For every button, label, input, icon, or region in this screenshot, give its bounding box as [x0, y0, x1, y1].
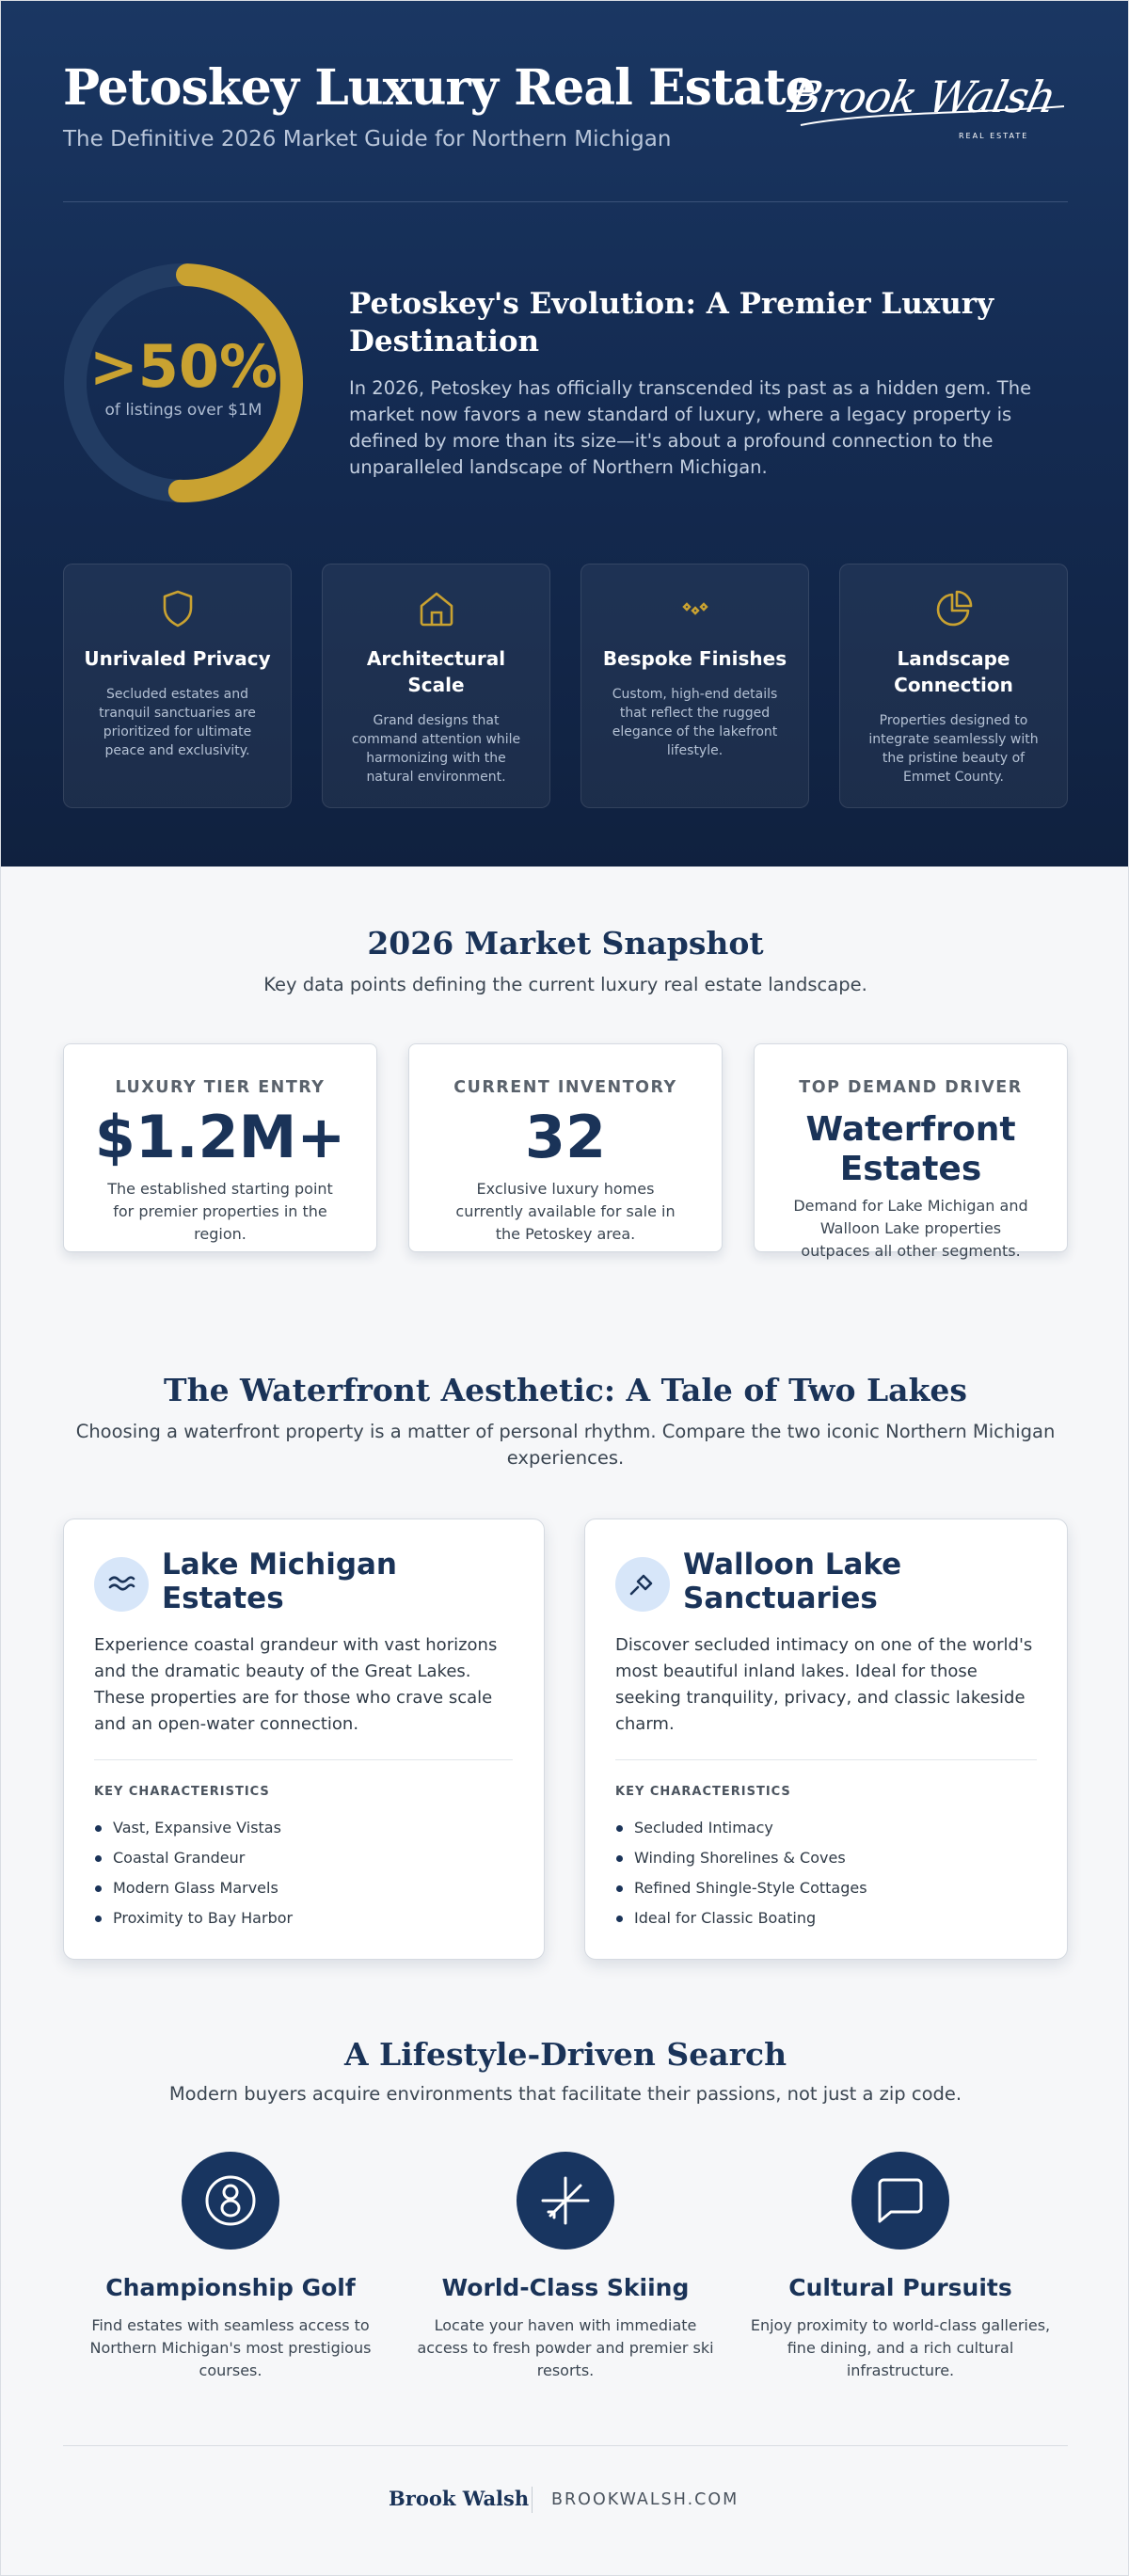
snapshot-subtitle: Key data points defining the current luxury real estate landscape. [263, 974, 867, 995]
lifestyle-item-golf [63, 2152, 398, 2382]
list-item [94, 1903, 293, 1933]
bullet-icon [616, 1885, 623, 1892]
list-item [94, 1873, 293, 1903]
stat-label: LUXURY TIER ENTRY [115, 1078, 326, 1097]
evolution-title: Petoskey's Evolution: A Premier Luxury Destination [349, 287, 994, 358]
feature-desc: Properties designed to integrate seamlessly with the pristine beauty of Emmet County. [868, 713, 1039, 785]
lifestyle-desc: Find estates with seamless access to Northern Michigan's most prestigious courses. [89, 2316, 372, 2379]
bullet-icon [616, 1825, 623, 1832]
bullet-icon [616, 1855, 623, 1862]
lifestyle-title: Cultural Pursuits [788, 2274, 1012, 2301]
bullet-icon [95, 1916, 102, 1922]
stat-value: Waterfront Estates [805, 1110, 1016, 1188]
chat-bubble-icon [851, 2152, 949, 2250]
footer-brand: Brook Walsh [389, 2487, 530, 2510]
lake-divider [94, 1759, 513, 1760]
list-item-text: Winding Shorelines & Coves [634, 1849, 846, 1867]
bullet-icon [616, 1916, 623, 1922]
footer-separator [532, 2487, 533, 2513]
lake-divider [615, 1759, 1037, 1760]
lifestyle-title: World-Class Skiing [441, 2274, 690, 2301]
stat-label: CURRENT INVENTORY [453, 1078, 677, 1097]
pie-chart-icon [932, 587, 976, 630]
feature-card-scale [322, 564, 550, 808]
lake-title: Walloon Lake Sanctuaries [683, 1548, 902, 1615]
stat-desc: The established starting point for premier properties in the region. [107, 1180, 333, 1243]
sailboat-icon [615, 1557, 670, 1612]
hero-divider [63, 201, 1068, 202]
feature-title: Architectural Scale [366, 647, 506, 696]
sparkle-diamonds-icon [674, 587, 717, 630]
donut-value: >50% [88, 332, 278, 401]
feature-card-finishes [580, 564, 809, 808]
lifestyle-item-culture [733, 2152, 1068, 2382]
page-subtitle: The Definitive 2026 Market Guide for Northern Michigan [63, 127, 672, 151]
feature-card-privacy [63, 564, 292, 808]
feature-cards [63, 564, 1068, 808]
list-item-text: Proximity to Bay Harbor [113, 1909, 294, 1927]
donut-caption: of listings over $1M [104, 401, 262, 420]
key-characteristics-label: KEY CHARACTERISTICS [94, 1785, 270, 1799]
list-item-text: Modern Glass Marvels [113, 1879, 278, 1897]
list-item [615, 1813, 867, 1843]
characteristics-list [615, 1813, 867, 1933]
brook-walsh-logo [782, 57, 1073, 142]
lake-body: Experience coastal grandeur with vast horizons and the dramatic beauty of the Great Lakes. These properties are for those who crave scale and an open-water connection. [94, 1635, 498, 1734]
stat-card-demand-driver [754, 1043, 1068, 1260]
lifestyle-title: Championship Golf [105, 2274, 356, 2301]
feature-desc: Grand designs that command attention while harmonizing with the natural environment. [351, 713, 521, 785]
list-item-text: Vast, Expansive Vistas [113, 1819, 281, 1837]
home-icon [415, 587, 458, 630]
lake-card-lake-michigan [63, 1519, 545, 1960]
lake-body: Discover secluded intimacy on one of the world's most beautiful inland lakes. Ideal for those seeking tranquility, privacy, and classic lakeside charm. [615, 1635, 1033, 1734]
page-title: Petoskey Luxury Real Estate [63, 59, 816, 117]
shield-icon [156, 587, 199, 630]
stat-value: 32 [524, 1103, 607, 1171]
list-item-text: Coastal Grandeur [113, 1849, 246, 1867]
svg-text:Brook Walsh: Brook Walsh [784, 72, 1060, 122]
feature-title: Bespoke Finishes [602, 647, 787, 670]
lifestyle-title: A Lifestyle-Driven Search [343, 2036, 787, 2073]
waterfront-title: The Waterfront Aesthetic: A Tale of Two Lakes [164, 1372, 967, 1408]
list-item-text: Refined Shingle-Style Cottages [634, 1879, 867, 1897]
waterfront-subtitle: Choosing a waterfront property is a matter of personal rhythm. Compare the two iconic Northern Michigan experiences. [75, 1421, 1056, 1469]
lifestyle-desc: Enjoy proximity to world-class galleries, fine dining, and a rich cultural infrastructure. [750, 2316, 1051, 2379]
characteristics-list [94, 1813, 293, 1933]
list-item [615, 1843, 867, 1873]
stat-card-luxury-entry [63, 1043, 377, 1252]
list-item [615, 1903, 867, 1933]
evolution-body: In 2026, Petoskey has officially transcended its past as a hidden gem. The market now favors a new standard of luxury, where a legacy property is defined by more than its size—it's about a profound connection to the unparalleled landscape of Northern Michigan. [349, 377, 1032, 478]
list-item-text: Ideal for Classic Boating [634, 1909, 817, 1927]
feature-card-landscape [839, 564, 1068, 808]
svg-text:REAL ESTATE: REAL ESTATE [959, 132, 1029, 140]
stat-label: TOP DEMAND DRIVER [799, 1078, 1023, 1097]
feature-title: Unrivaled Privacy [84, 647, 271, 670]
hero-section [1, 1, 1129, 867]
feature-desc: Custom, high-end details that reflect the rugged elegance of the lakefront lifestyle. [612, 687, 778, 758]
lifestyle-item-skiing [398, 2152, 733, 2382]
list-item [615, 1873, 867, 1903]
waves-icon [94, 1557, 149, 1612]
lake-card-walloon-lake [584, 1519, 1068, 1960]
snowflake-icon [517, 2152, 614, 2250]
list-item [94, 1813, 293, 1843]
feature-desc: Secluded estates and tranquil sanctuaries are prioritized for ultimate peace and exclusivity. [99, 687, 256, 758]
snapshot-title: 2026 Market Snapshot [367, 925, 764, 962]
list-item-text: Secluded Intimacy [634, 1819, 773, 1837]
golf-icon [182, 2152, 279, 2250]
feature-title: Landscape Connection [894, 647, 1013, 696]
key-characteristics-label: KEY CHARACTERISTICS [615, 1785, 791, 1799]
bullet-icon [95, 1885, 102, 1892]
lake-title: Lake Michigan Estates [162, 1548, 397, 1615]
stat-desc: Exclusive luxury homes currently available for sale in the Petoskey area. [455, 1180, 676, 1243]
lifestyle-desc: Locate your haven with immediate access to fresh powder and premier ski resorts. [417, 2316, 714, 2379]
list-item [94, 1843, 293, 1873]
bullet-icon [95, 1825, 102, 1832]
stat-card-inventory [408, 1043, 723, 1252]
stat-value: $1.2M+ [94, 1103, 346, 1171]
footer-website-link[interactable]: BROOKWALSH.COM [551, 2490, 739, 2509]
footer-divider [63, 2445, 1068, 2446]
bullet-icon [95, 1855, 102, 1862]
lifestyle-subtitle: Modern buyers acquire environments that facilitate their passions, not just a zip code. [168, 2083, 962, 2105]
stat-desc: Demand for Lake Michigan and Walloon Lake properties outpaces all other segments. [793, 1197, 1028, 1260]
